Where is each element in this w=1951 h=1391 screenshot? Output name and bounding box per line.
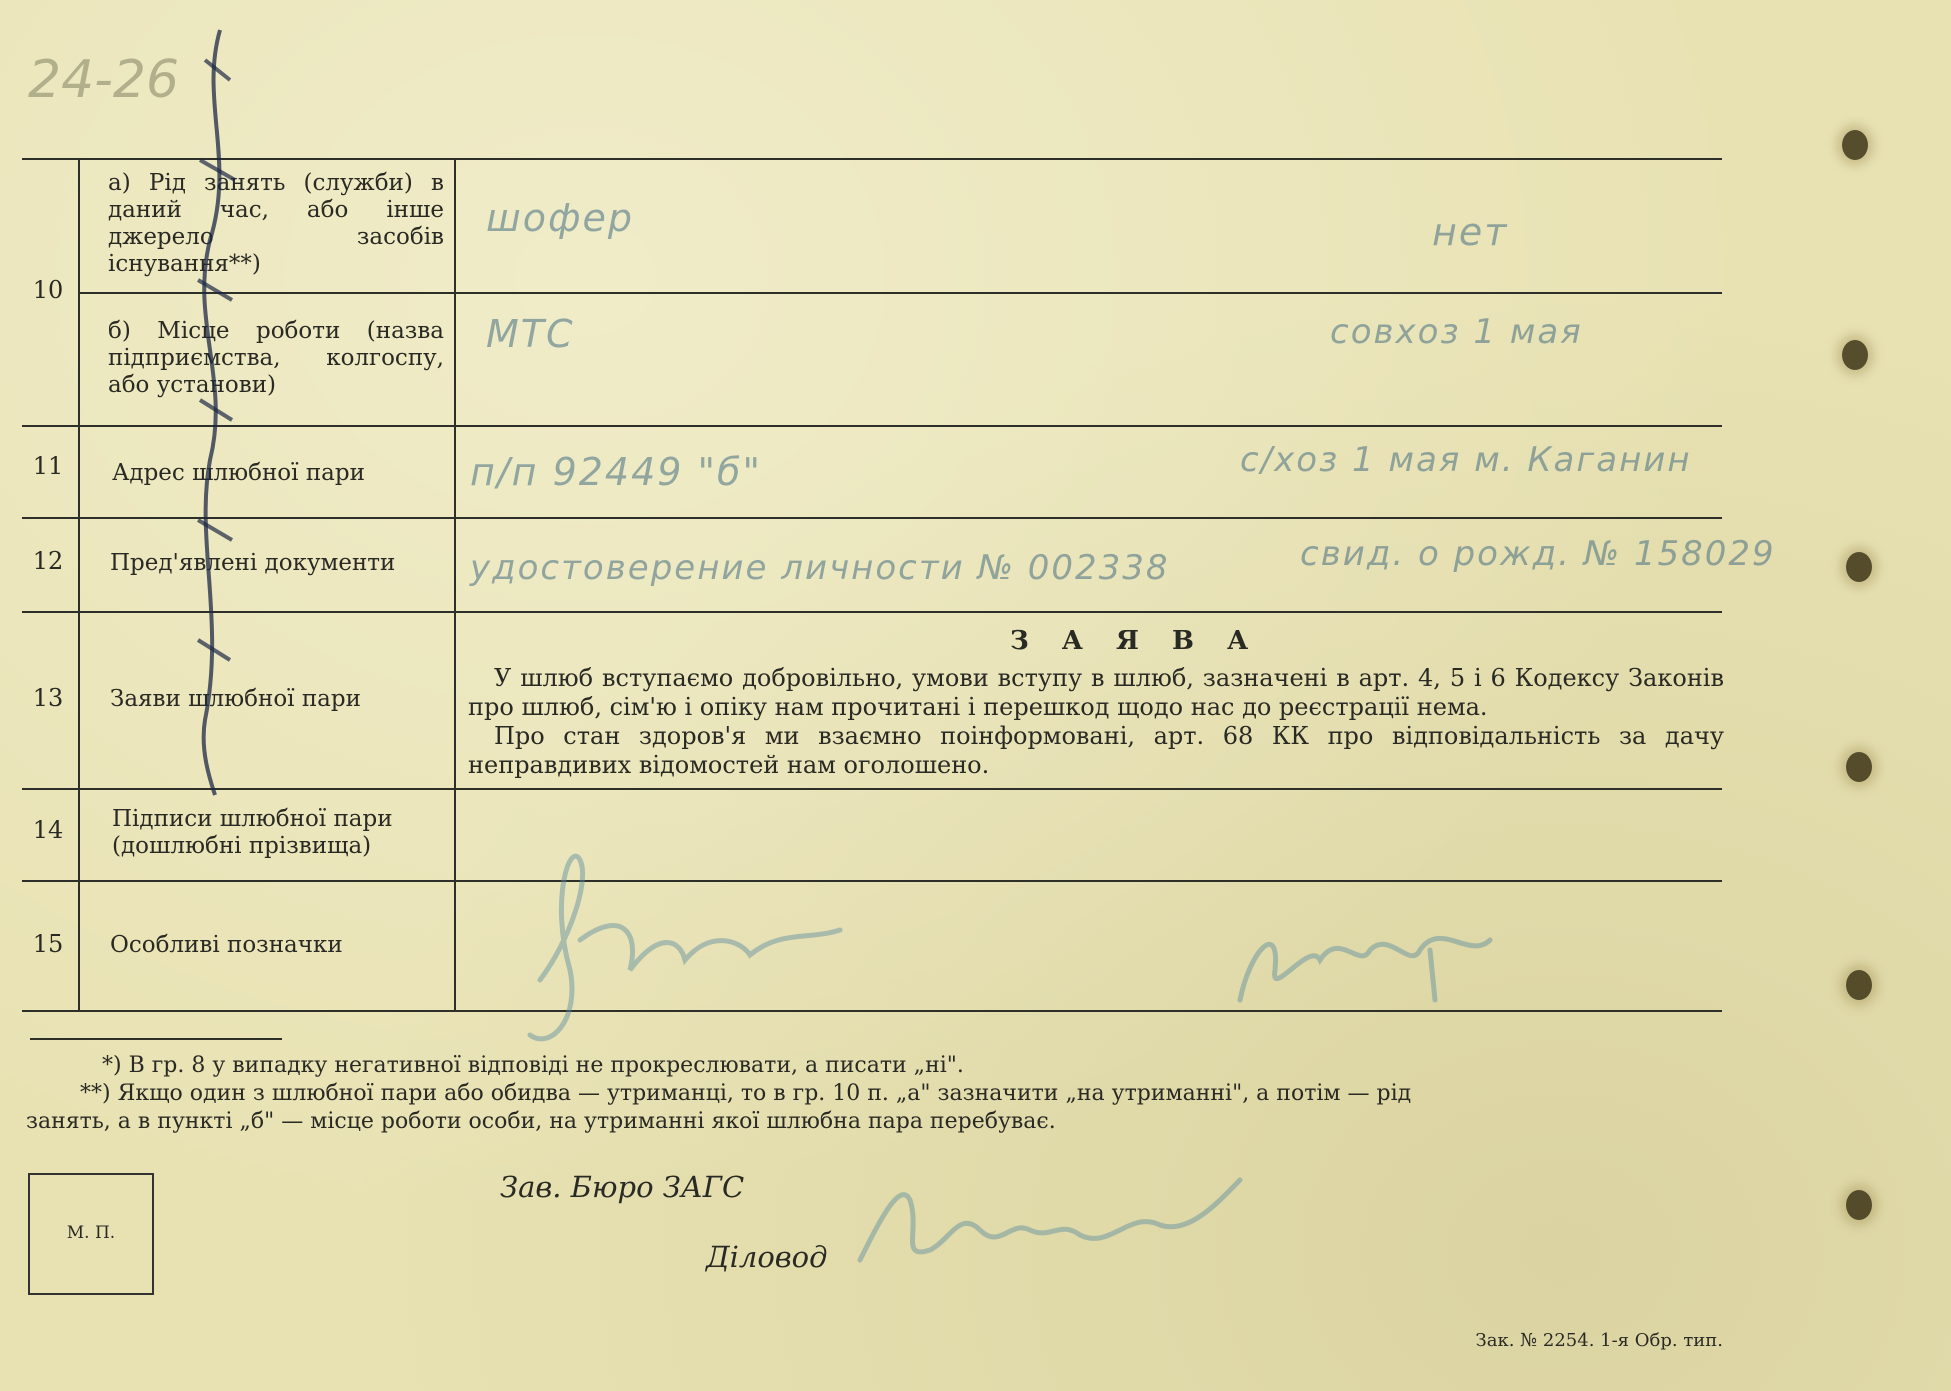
printer-imprint: Зак. № 2254. 1-я Обр. тип.	[1475, 1330, 1723, 1351]
footnote-1: *) В гр. 8 у випадку негативної відповіді не прокреслювати, а писати „ні".	[102, 1053, 964, 1078]
row-number: 11	[32, 452, 64, 480]
head-label: Зав. Бюро ЗАГС	[500, 1170, 745, 1204]
row-label-special-notes: Особливі позначки	[110, 932, 343, 958]
entry-documents-left: удостоверение личности № 002338	[470, 548, 1170, 588]
entry-occupation-right: нет	[1432, 210, 1509, 254]
seal-box	[28, 1173, 154, 1295]
row-label-workplace: б) Місце роботи (назва підприємства, колгоспу, або установи)	[108, 318, 444, 398]
row-line-10a	[80, 292, 1722, 294]
head-signature	[840, 1140, 1260, 1290]
footnote-2: **) Якщо один з шлюбної пари або обидва — утриманці, то в гр. 10 п. „а" зазначити „на утриманні", а потім — рід	[80, 1081, 1412, 1106]
table-col-divider-1	[78, 160, 80, 1010]
vertical-handwritten-strike	[180, 20, 250, 800]
row-number: 15	[32, 930, 64, 958]
entry-address-left: п/п 92449 "б"	[470, 450, 762, 494]
footnote-separator	[30, 1038, 282, 1040]
seal-label: М. П.	[66, 1223, 116, 1243]
binding-hole	[1846, 752, 1872, 782]
binding-hole	[1846, 1190, 1872, 1220]
row-line-13	[22, 788, 1722, 790]
row-label-signatures: Підписи шлюбної пари (дошлюбні прізвища)	[112, 806, 393, 859]
footnote-3: занять, а в пункті „б" — місце роботи особи, на утриманні якої шлюбна пара перебуває.	[26, 1109, 1056, 1134]
row-number: 13	[32, 684, 64, 712]
row-label-documents: Пред'явлені документи	[110, 550, 396, 576]
binding-hole	[1846, 970, 1872, 1000]
row-number: 10	[32, 276, 64, 304]
row-number: 12	[32, 547, 64, 575]
declaration-paragraph-1: У шлюб вступаємо добровільно, умови вступу в шлюб, зазначені в арт. 4, 5 і 6 Кодексу Законів про шлюб, сім'ю і опіку нам прочитані і перешкод щодо нас до реєстрації нема.	[468, 664, 1724, 721]
binding-hole	[1846, 552, 1872, 582]
declaration-paragraph-2: Про стан здоров'я ми взаємно поінформовані, арт. 68 КК про відповідальність за дачу неправдивих відомостей нам оголошено.	[468, 722, 1724, 779]
groom-signature	[1220, 880, 1520, 1030]
row-number: 14	[32, 816, 64, 844]
entry-documents-right: свид. о рожд. № 158029	[1300, 534, 1776, 574]
declaration-title: З А Я В А	[1010, 626, 1261, 656]
binding-hole	[1842, 340, 1868, 370]
archive-number: 24-26	[28, 50, 180, 110]
entry-address-right: с/хоз 1 мая м. Каганин	[1240, 440, 1692, 480]
row-label-declarations: Заяви шлюбної пари	[110, 686, 361, 712]
row-label-occupation: а) Рід занять (служби) в даний час, або інше джерело засобів існування**)	[108, 170, 444, 277]
bride-signature	[510, 820, 870, 1060]
row-line-11	[22, 517, 1722, 519]
entry-occupation-left: шофер	[486, 196, 635, 240]
declaration-text	[468, 664, 1724, 780]
row-line-10b	[22, 425, 1722, 427]
clerk-label: Діловод	[706, 1240, 828, 1274]
entry-workplace-right: совхоз 1 мая	[1330, 312, 1583, 352]
table-col-divider-2	[454, 160, 456, 1010]
entry-workplace-left: МТС	[486, 312, 575, 356]
row-label-address: Адрес шлюбної пари	[112, 460, 365, 486]
binding-hole	[1842, 130, 1868, 160]
table-top-line	[22, 158, 1722, 160]
row-line-12	[22, 611, 1722, 613]
